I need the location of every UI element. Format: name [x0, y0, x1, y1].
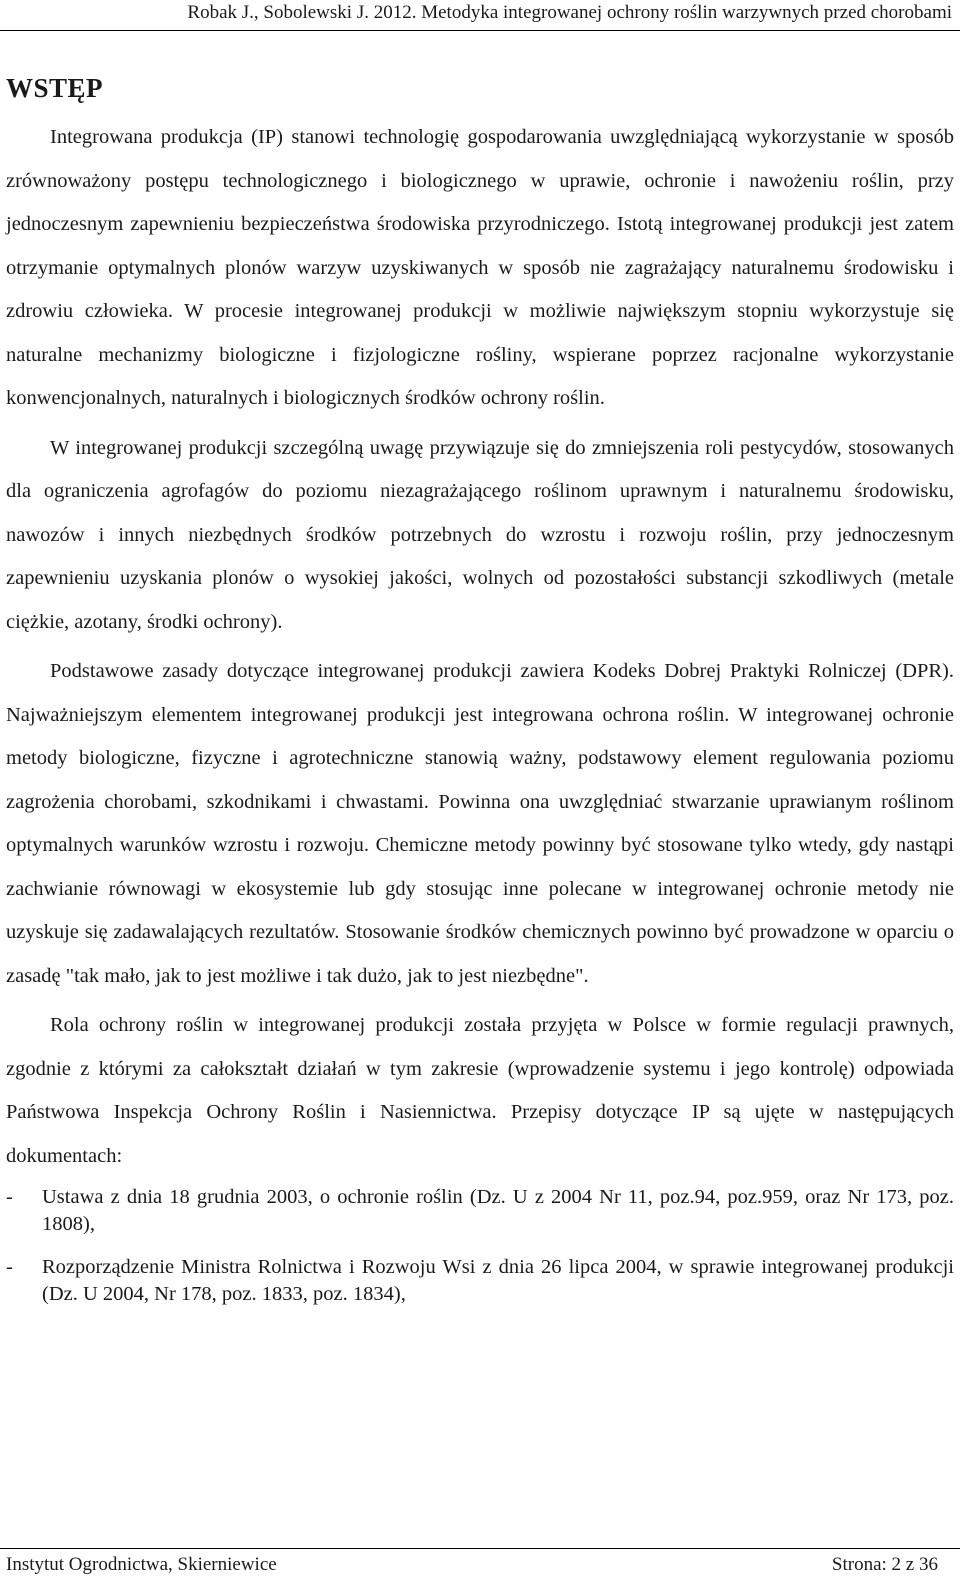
- paragraph: Rola ochrony roślin w integrowanej produkcji została przyjęta w Polsce w formie regulacji prawnych, zgodnie z którymi za całokształt działań w tym zakresie (wprowadzenie systemu i jego kontrolę) odpowiada Państwowa Inspekcja Ochrony Roślin i Nasiennictwa. Przepisy dotyczące IP są ujęte w następujących dokumentach:: [6, 1014, 954, 1167]
- list-item: [6, 1184, 954, 1238]
- list-dash: -: [6, 1186, 13, 1208]
- paragraph: Podstawowe zasady dotyczące integrowanej produkcji zawiera Kodeks Dobrej Praktyki Rolniczej (DPR). Najważniejszym elementem integrowanej produkcji jest integrowana ochrona roślin. W integrowanej ochronie metody biologiczne, fizyczne i agrotechniczne stanowią ważny, podstawowy element regulowania poziomu zagrożenia chorobami, szkodnikami i chwastami. Powinna ona uwzględniać stwarzanie uprawianym roślinom optymalnych warunków wzrostu i rozwoju. Chemiczne metody powinny być stosowane tylko wtedy, gdy nastąpi zachwianie równowagi w ekosystemie lub gdy stosując inne polecane w integrowanej ochronie metody nie uzyskuje się zadawalających rezultatów. Stosowanie środków chemicznych powinno być prowadzone w oparciu o zasadę "tak mało, jak to jest możliwe i tak dużo, jak to jest niezbędne".: [6, 660, 954, 987]
- paragraph: W integrowanej produkcji szczególną uwagę przywiązuje się do zmniejszenia roli pestycydów, stosowanych dla ograniczenia agrofagów do poziomu niezagrażającego roślinom uprawnym i naturalnemu środowisku, nawozów i innych niezbędnych środków potrzebnych do wzrostu i rozwoju roślin, przy jednoczesnym zapewnieniu uzyskania plonów o wysokiej jakości, wolnych od pozostałości substancji szkodliwych (metale ciężkie, azotany, środki ochrony).: [6, 436, 954, 633]
- page-footer: [0, 1548, 960, 1585]
- document-body: [6, 66, 954, 1324]
- list-item: [6, 1254, 954, 1308]
- list-item-text: Rozporządzenie Ministra Rolnictwa i Rozwoju Wsi z dnia 26 lipca 2004, w sprawie integrowanej produkcji (Dz. U 2004, Nr 178, poz. 1833, poz. 1834),: [42, 1256, 954, 1305]
- list-dash: -: [6, 1256, 13, 1278]
- documents-list: [6, 1184, 954, 1308]
- page-number: Strona: 2 z 36: [831, 1554, 938, 1575]
- footer-institution: Instytut Ogrodnictwa, Skierniewice: [6, 1554, 277, 1575]
- list-item-text: Ustawa z dnia 18 grudnia 2003, o ochronie roślin (Dz. U z 2004 Nr 11, poz.94, poz.959, oraz Nr 173, poz. 1808),: [42, 1186, 954, 1235]
- running-title: Robak J., Sobolewski J. 2012. Metodyka integrowanej ochrony roślin warzywnych przed chorobami: [187, 2, 952, 23]
- paragraph: Integrowana produkcja (IP) stanowi technologię gospodarowania uwzględniającą wykorzystanie w sposób zrównoważony postępu technologicznego i biologicznego w uprawie, ochronie i nawożeniu roślin, przy jednoczesnym zapewnieniu bezpieczeństwa środowiska przyrodniczego. Istotą integrowanej produkcji jest zatem otrzymanie optymalnych plonów warzyw uzyskiwanych w sposób nie zagrażający naturalnemu środowisku i zdrowiu człowieka. W procesie integrowanej produkcji w możliwie największym stopniu wykorzystuje się naturalne mechanizmy biologiczne i fizjologiczne rośliny, wspierane poprzez racjonalne wykorzystanie konwencjonalnych, naturalnych i biologicznych środków ochrony roślin.: [6, 126, 954, 409]
- page-header: [0, 0, 960, 31]
- section-title: WSTĘP: [6, 73, 104, 103]
